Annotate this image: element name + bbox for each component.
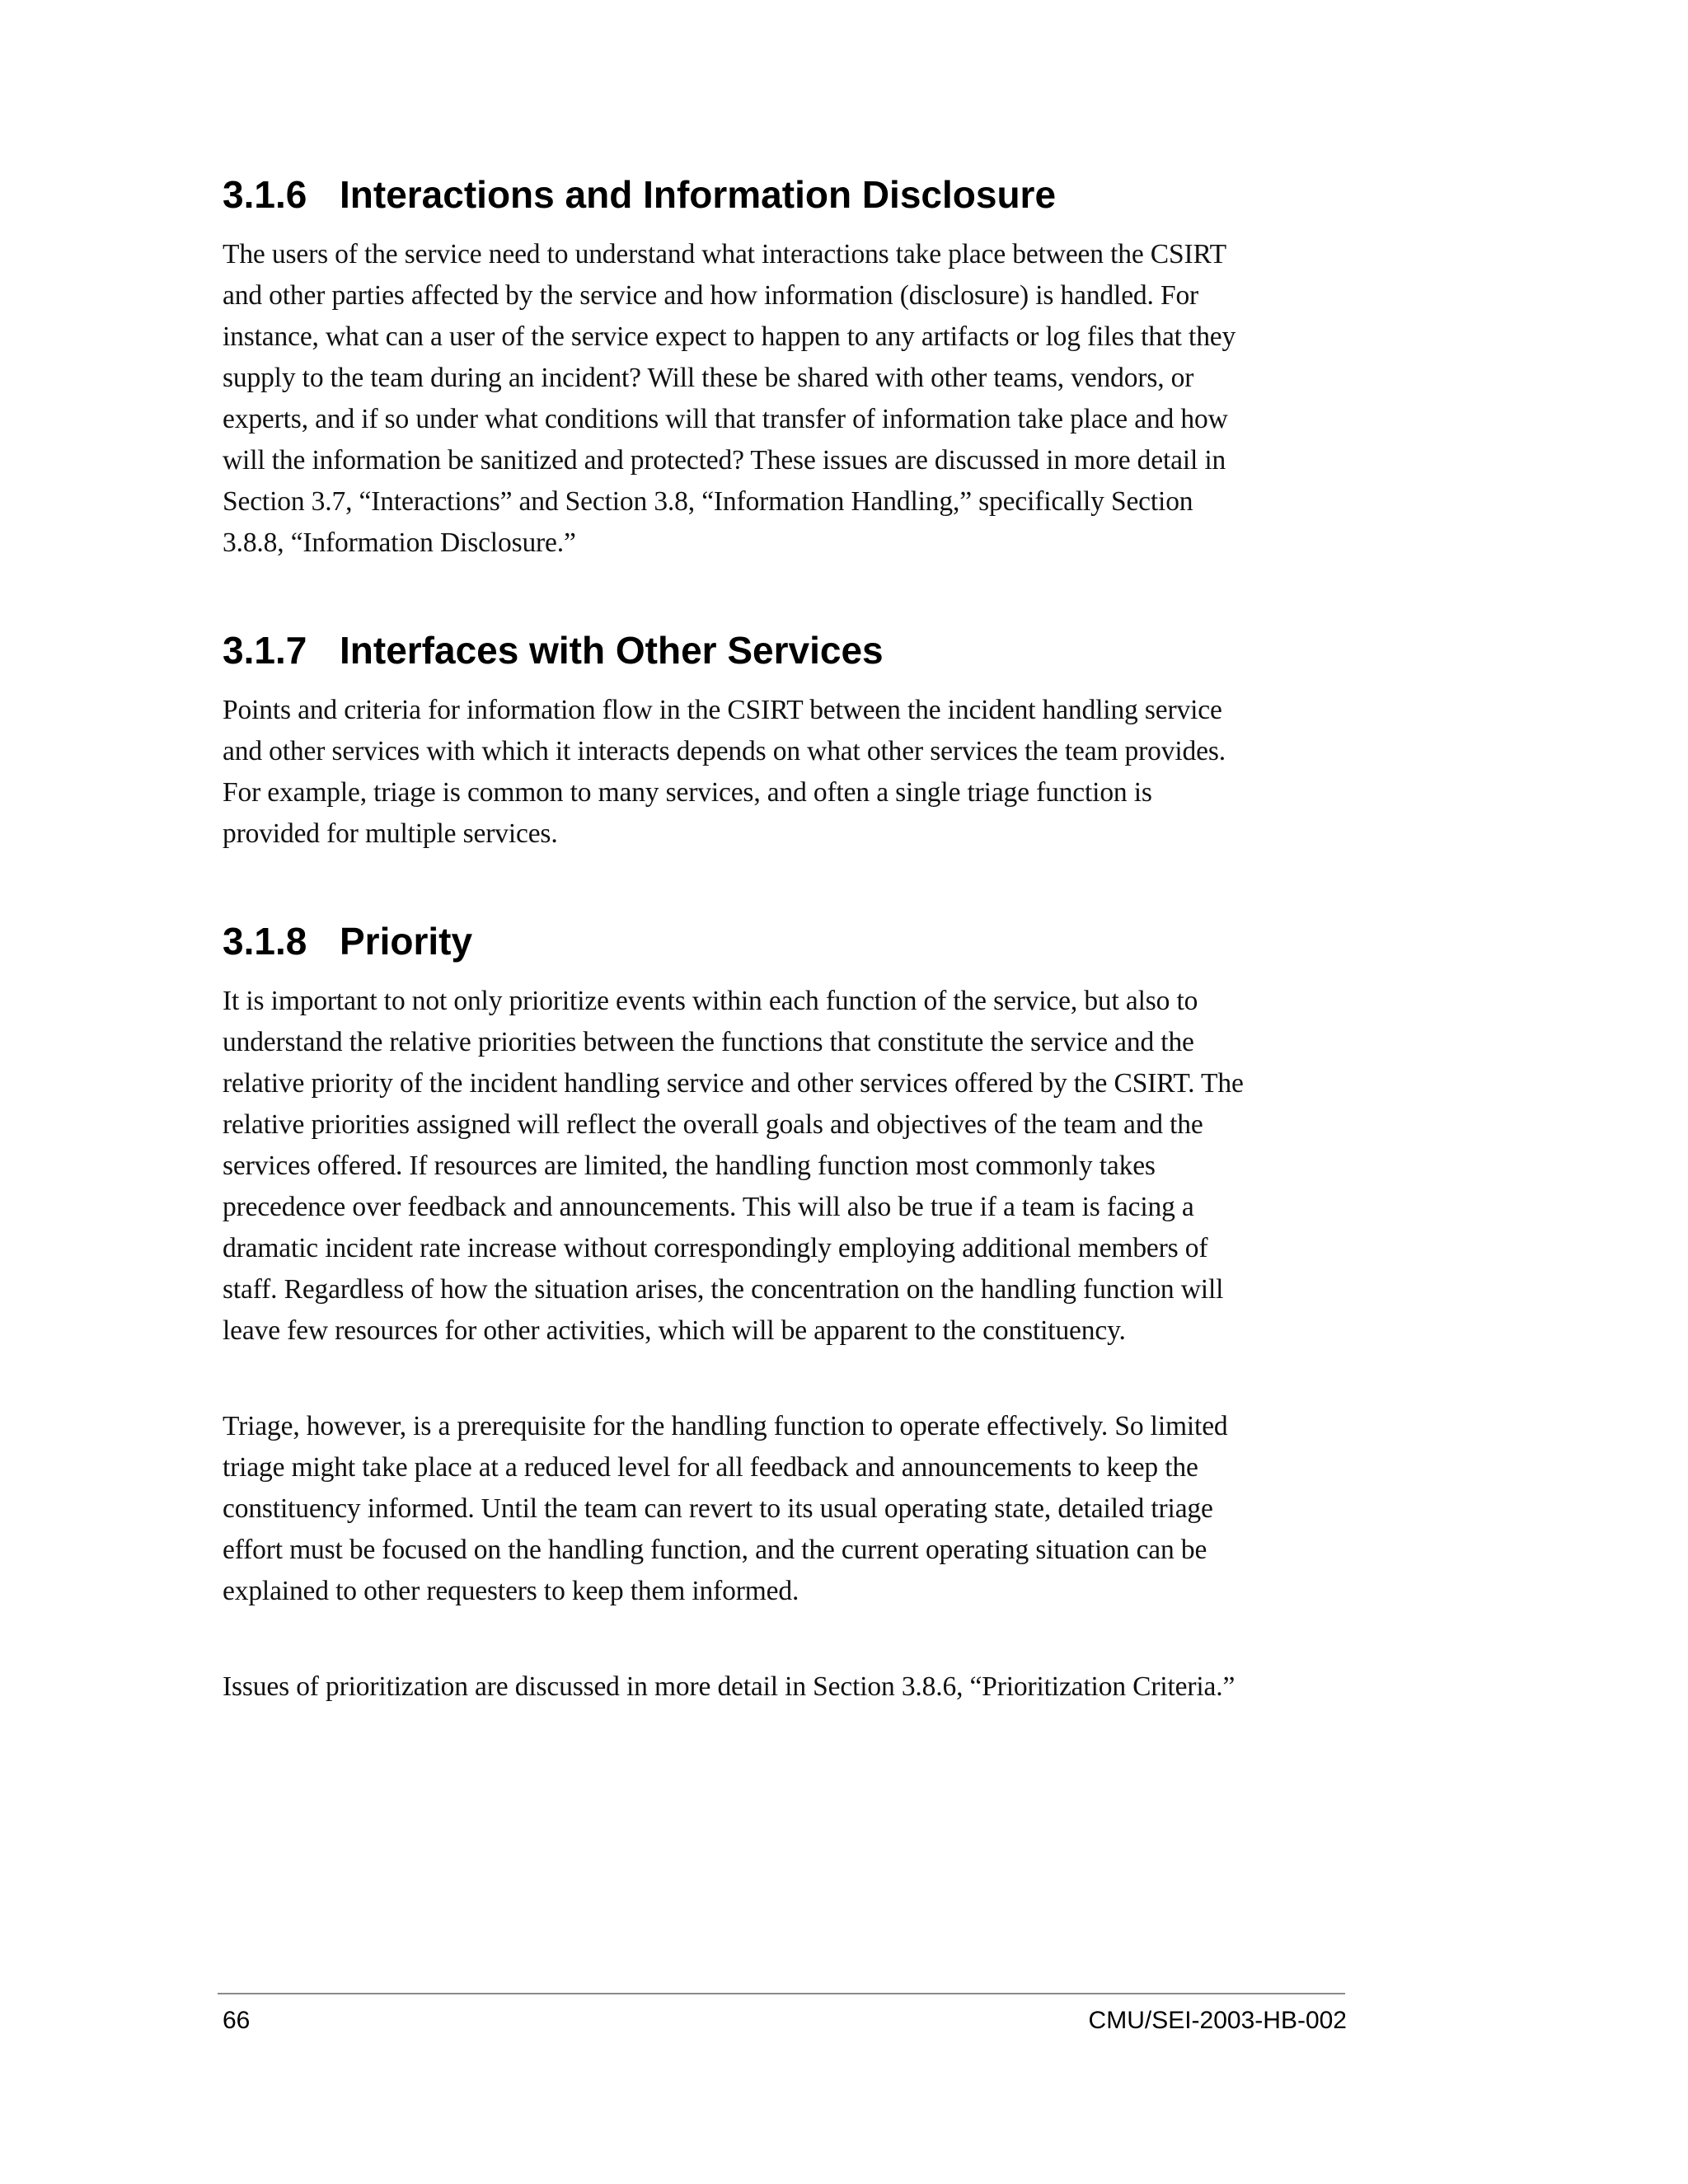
text-line: Points and criteria for information flow in the CSIRT between the incident handling service	[223, 695, 1222, 725]
text-line: supply to the team during an incident? Will these be shared with other teams, vendors, or	[223, 363, 1194, 393]
footer-divider	[218, 1993, 1345, 1994]
text-line: effort must be focused on the handling function, and the current operating situation can be	[223, 1535, 1207, 1565]
text-line: experts, and if so under what conditions will that transfer of information take place and how	[223, 404, 1228, 434]
text-line: precedence over feedback and announcements. This will also be true if a team is facing a	[223, 1192, 1194, 1222]
section-number: 3.1.8	[223, 920, 307, 963]
page-number: 66	[223, 2007, 251, 2034]
section-spacer	[223, 564, 1360, 627]
document-id: CMU/SEI-2003-HB-002	[1088, 2007, 1347, 2034]
text-line: instance, what can a user of the service expect to happen to any artifacts or log files that they	[223, 321, 1236, 352]
text-line: Issues of prioritization are discussed in more detail in Section 3.8.6, “Prioritization Criteria.”	[223, 1671, 1236, 1702]
text-line: The users of the service need to understand what interactions take place between the CSIRT	[223, 239, 1226, 269]
text-line: For example, triage is common to many services, and often a single triage function is	[223, 777, 1152, 808]
text-line: and other services with which it interacts depends on what other services the team provides.	[223, 736, 1226, 766]
paragraph	[223, 690, 1360, 855]
paragraph-spacer	[223, 1612, 1360, 1666]
section-title: Priority	[340, 920, 473, 963]
text-line: triage might take place at a reduced level for all feedback and announcements to keep the	[223, 1452, 1198, 1483]
text-line: relative priority of the incident handling service and other services offered by the CSIRT. The	[223, 1068, 1244, 1099]
page-content	[223, 171, 1360, 1708]
section-number: 3.1.6	[223, 173, 307, 216]
text-line: 3.8.8, “Information Disclosure.”	[223, 527, 576, 558]
paragraph-spacer	[223, 1352, 1360, 1406]
section-3-1-6	[223, 171, 1360, 564]
text-line: It is important to not only prioritize events within each function of the service, but also to	[223, 986, 1198, 1016]
paragraph	[223, 981, 1360, 1352]
text-line: relative priorities assigned will reflect the overall goals and objectives of the team and the	[223, 1109, 1203, 1140]
text-line: leave few resources for other activities, which will be apparent to the constituency.	[223, 1315, 1126, 1346]
section-title: Interactions and Information Disclosure	[340, 173, 1057, 216]
section-heading	[223, 627, 1360, 673]
text-line: understand the relative priorities between the functions that constitute the service and the	[223, 1027, 1194, 1057]
section-3-1-7	[223, 627, 1360, 855]
section-spacer	[223, 855, 1360, 918]
text-line: will the information be sanitized and protected? These issues are discussed in more detail in	[223, 445, 1226, 476]
section-heading	[223, 918, 1360, 964]
text-line: constituency informed. Until the team can revert to its usual operating state, detailed triage	[223, 1493, 1213, 1524]
paragraph	[223, 1666, 1360, 1708]
text-line: staff. Regardless of how the situation arises, the concentration on the handling function will	[223, 1274, 1224, 1305]
text-line: explained to other requesters to keep them informed.	[223, 1576, 799, 1606]
section-3-1-8	[223, 918, 1360, 1708]
text-line: Section 3.7, “Interactions” and Section 3.8, “Information Handling,” specifically Section	[223, 486, 1193, 517]
text-line: Triage, however, is a prerequisite for the handling function to operate effectively. So limited	[223, 1411, 1228, 1441]
text-line: and other parties affected by the service and how information (disclosure) is handled. For	[223, 280, 1199, 311]
text-line: provided for multiple services.	[223, 818, 558, 849]
section-number: 3.1.7	[223, 629, 307, 672]
paragraph	[223, 1406, 1360, 1612]
text-line: services offered. If resources are limited, the handling function most commonly takes	[223, 1151, 1156, 1181]
paragraph	[223, 234, 1360, 564]
section-heading	[223, 171, 1360, 218]
section-title: Interfaces with Other Services	[340, 629, 884, 672]
text-line: dramatic incident rate increase without correspondingly employing additional members of	[223, 1233, 1208, 1263]
